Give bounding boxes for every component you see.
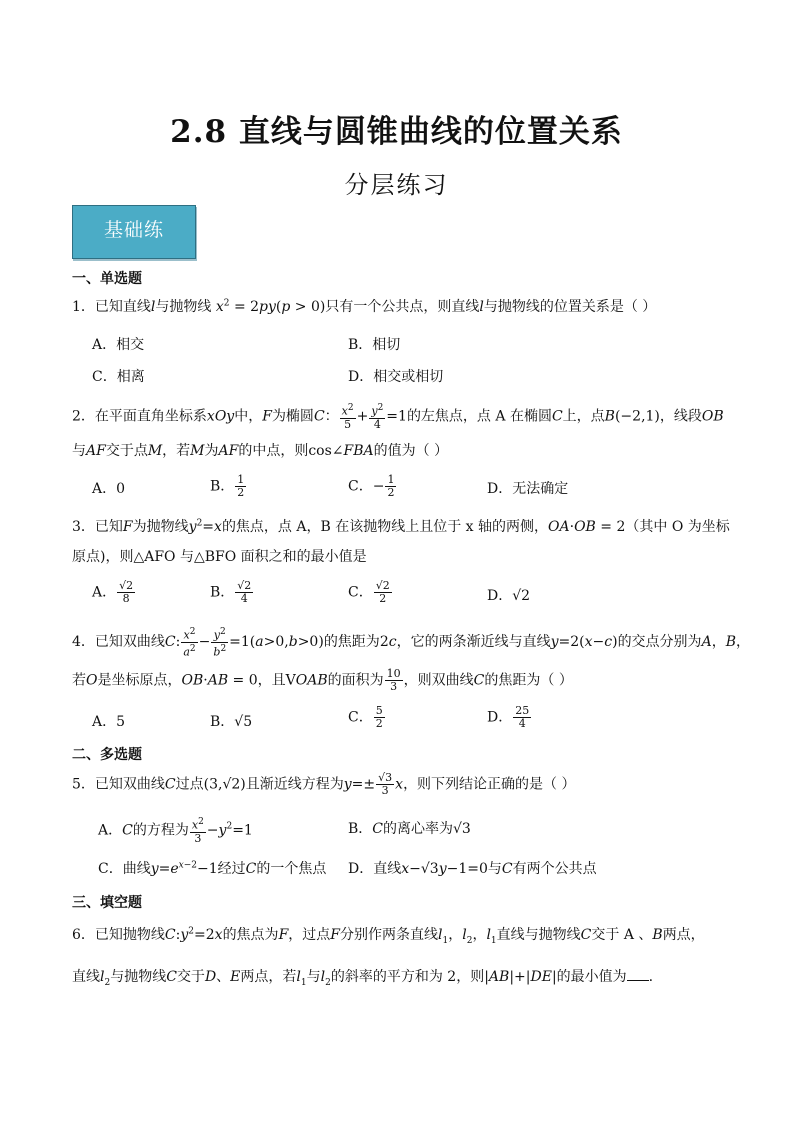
q1-option-a[interactable]: A．相交 (92, 337, 145, 353)
question-4-stem-line1: 4．已知双曲线C: $\frac{x^2}{a^2}$ − $\frac{y^2}{b^2}$ =1(a>0,b>0)的焦距为2c，它的两条渐近线与直线y=2(x−c)的交点分别为A，B， (72, 627, 750, 659)
q5-option-d[interactable]: D．直线x−√3y−1=0与C有两个公共点 (348, 861, 597, 877)
question-2-stem-line2: 与AF交于点M，若M为AF的中点，则cos∠FBA的值为（ ） (72, 443, 449, 459)
q1-option-d[interactable]: D．相交或相切 (348, 369, 444, 385)
q5-option-c[interactable]: C．曲线$y=e^{x-2}-1$经过C的一个焦点 (98, 860, 327, 877)
q5-option-a[interactable]: A．C的方程为 $\frac{x^2}{3}$ $-y^2=1$ (98, 817, 253, 845)
page-subtitle: 分层练习 (344, 171, 449, 199)
q4-option-d[interactable]: D． $\frac{25}{4}$ (487, 704, 530, 730)
page-title: 2.8 直线与圆锥曲线的位置关系 (170, 114, 623, 150)
q3-option-b[interactable]: B． $\frac{√2}{4}$ (210, 579, 252, 605)
level-badge: 基础练 (72, 205, 196, 259)
question-3-stem-line1: 3．已知F为抛物线$y^2=x$的焦点，点 A，B 在该抛物线上且位于 x 轴的两侧，OA·OB = 2（其中 O 为坐标 (72, 518, 730, 535)
q1-option-b[interactable]: B．相切 (348, 337, 401, 353)
question-4-stem-line2: 若O是坐标原点，OB·AB = 0，且VOAB的面积为 $\frac{10}{3}$ ，则双曲线C的焦距为（ ） (72, 667, 573, 693)
q2-option-c[interactable]: C．− $\frac{1}{2}$ (348, 473, 395, 499)
q4-option-b[interactable]: B．√5 (210, 714, 253, 730)
question-1-stem: 1．已知直线l与抛物线 $x^2 = 2py(p > 0)$只有一个公共点，则直线l与抛物线的位置关系是（ ） (72, 298, 657, 315)
section-single-choice: 一、单选题 (72, 271, 142, 287)
q5-option-b[interactable]: B．C的离心率为√3 (348, 821, 471, 837)
answer-blank[interactable] (627, 980, 649, 981)
q4-option-c[interactable]: C． $\frac{5}{2}$ (348, 704, 383, 730)
question-6-stem-line2: 直线$l_2$与抛物线C交于D、E两点，若$l_1$与$l_2$的斜率的平方和为 2，则|AB|+|DE|的最小值为 . (72, 969, 654, 988)
q2-option-d[interactable]: D．无法确定 (487, 481, 569, 497)
q2-option-a[interactable]: A．0 (92, 481, 126, 497)
q1-option-c[interactable]: C．相离 (92, 369, 145, 385)
section-fill-blank: 三、填空题 (72, 895, 142, 911)
question-6-stem-line1: 6．已知抛物线$C:y^2=2x$的焦点为F，过点F分别作两条直线$l_1$，$l_2$，$l_1$直线与抛物线C交于 A 、B两点， (72, 926, 705, 946)
q3-option-c[interactable]: C． $\frac{√2}{2}$ (348, 579, 390, 605)
question-3-stem-line2: 原点)，则△AFO 与△BFO 面积之和的最小值是 (72, 549, 367, 565)
q3-option-d[interactable]: D．√2 (487, 588, 531, 604)
question-2-stem-line1: 2．在平面直角坐标系xOy中，F为椭圆C： $\frac{x^2}{5}$ + $\frac{y^2}{4}$ =1的左焦点，点 A 在椭圆C上，点B(−2,1)，线段OB (72, 403, 724, 431)
question-5-stem: 5．已知双曲线C过点(3,√2)且渐近线方程为y=± $\frac{√3}{3}$ x，则下列结论正确的是（ ） (72, 771, 576, 797)
q3-option-a[interactable]: A． $\frac{√2}{8}$ (92, 579, 134, 605)
q4-option-a[interactable]: A．5 (92, 714, 126, 730)
section-multi-choice: 二、多选题 (72, 747, 142, 763)
q2-option-b[interactable]: B． $\frac{1}{2}$ (210, 473, 245, 499)
